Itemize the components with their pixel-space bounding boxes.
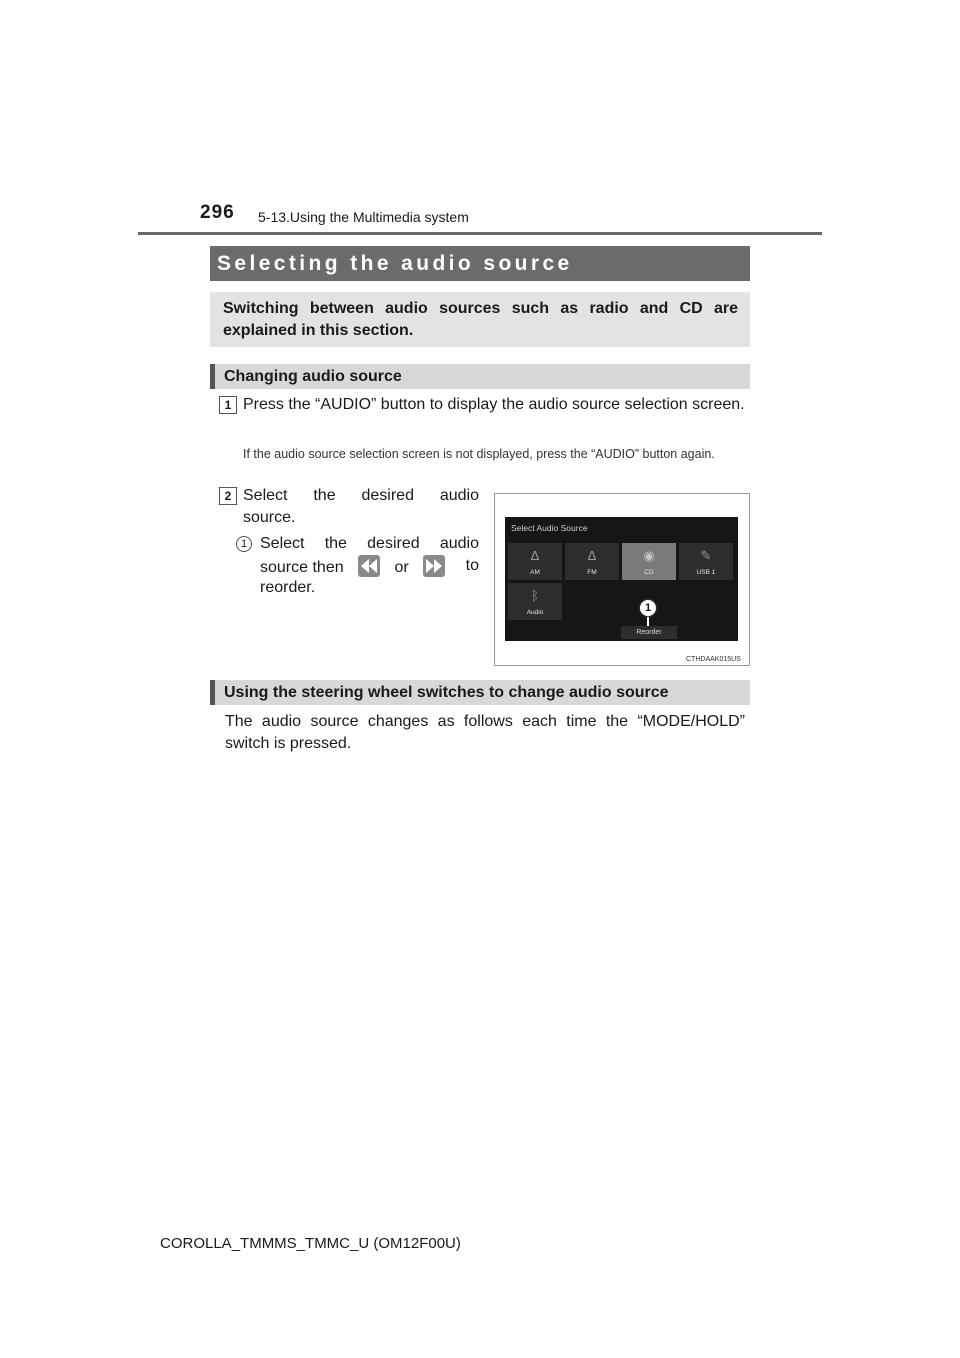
fast-forward-icon-svg <box>423 555 445 577</box>
section-label: 5-13.Using the Multimedia system <box>258 209 469 225</box>
step-2-line-2: source. <box>243 509 296 526</box>
tile-fm[interactable] <box>565 543 619 580</box>
tile-label: USB 1 <box>696 569 716 576</box>
rewind-icon <box>358 555 380 577</box>
page-number: 296 <box>200 202 235 223</box>
title-bar <box>210 246 750 281</box>
subheading-steering-wheel <box>210 680 750 705</box>
step-2-badge: 2 <box>219 487 237 505</box>
tile-usb[interactable] <box>679 543 733 580</box>
step-2-line-1: Select the desired audio <box>243 487 479 504</box>
figure-code: CTHDAAK015US <box>686 656 741 663</box>
tile-am[interactable] <box>508 543 562 580</box>
rewind-icon-svg <box>358 555 380 577</box>
callout-1-line-1: Select the desired audio <box>260 535 479 552</box>
callout-1-line-2 <box>260 555 479 579</box>
step-1-note: If the audio source selection screen is not displayed, press the “AUDIO” button again. <box>243 447 715 461</box>
bluetooth-icon: ᛒ <box>531 588 539 603</box>
step-1-text: Press the “AUDIO” button to display the audio source selection screen. <box>243 396 745 413</box>
audio-source-screen <box>505 517 738 641</box>
tile-label: Audio <box>526 609 544 616</box>
subheading-label: Changing audio source <box>224 368 402 385</box>
callout-1-or: or <box>394 559 409 576</box>
antenna-icon: ∆ <box>588 548 596 563</box>
tile-label: AM <box>530 569 540 576</box>
fast-forward-icon <box>423 555 445 577</box>
figure-callout-1: 1 <box>639 599 657 617</box>
tile-bluetooth-audio[interactable] <box>508 583 562 620</box>
antenna-icon: ∆ <box>531 548 539 563</box>
page-title: Selecting the audio source <box>217 252 573 275</box>
tile-label: CD <box>644 569 654 576</box>
header-rule <box>138 232 822 235</box>
subheading-changing-audio-source <box>210 364 750 389</box>
reorder-button[interactable]: Reorder <box>621 626 677 639</box>
screen-title: Select Audio Source <box>511 523 588 533</box>
callout-1-to: to <box>465 557 479 574</box>
step-1-badge: 1 <box>219 396 237 414</box>
footer-doc-code: COROLLA_TMMMS_TMMC_U (OM12F00U) <box>160 1235 461 1252</box>
tile-cd[interactable] <box>622 543 676 580</box>
callout-1-source-then: source then <box>260 559 344 576</box>
subheading-label: Using the steering wheel switches to change audio source <box>224 684 669 701</box>
usb-icon: ✎ <box>700 548 712 563</box>
tile-label: FM <box>587 569 597 576</box>
disc-icon: ◉ <box>643 548 655 563</box>
intro-text: Switching between audio sources such as radio and CD are explained in this section. <box>223 300 738 339</box>
callout-1-marker: 1 <box>236 536 252 552</box>
steering-text: The audio source changes as follows each time the “MODE/HOLD” switch is pressed. <box>225 713 745 752</box>
intro-box <box>210 292 750 347</box>
callout-1-line-3: reorder. <box>260 579 316 596</box>
